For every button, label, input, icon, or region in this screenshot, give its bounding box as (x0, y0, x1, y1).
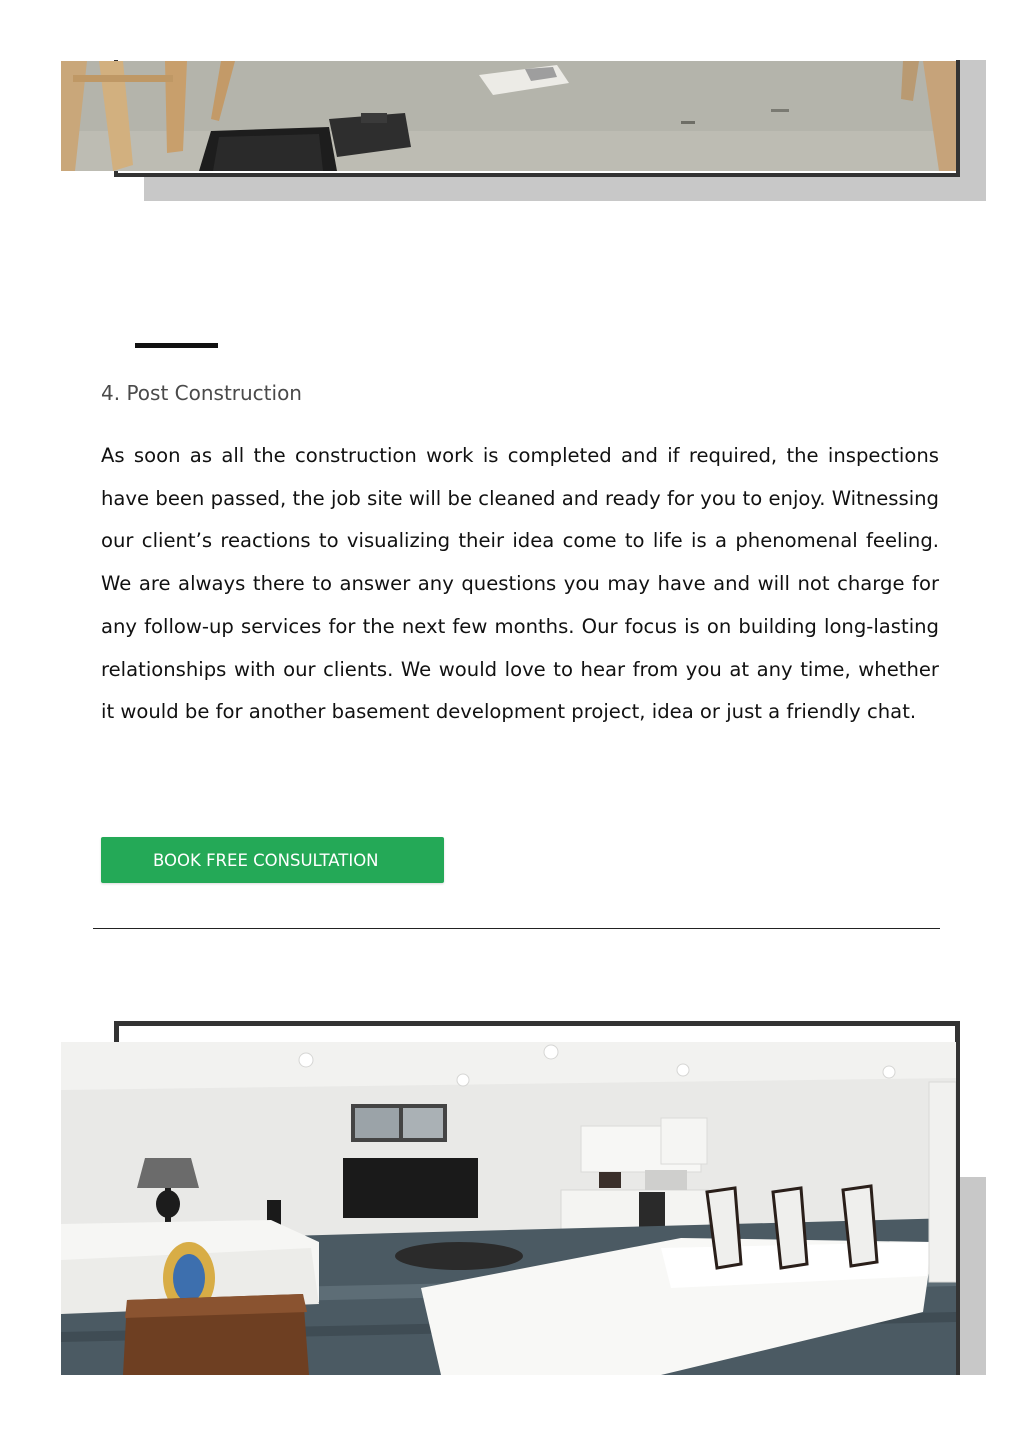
section-accent-bar (135, 343, 218, 348)
finished-basement-photo (61, 1042, 956, 1375)
construction-site-illustration (61, 61, 956, 171)
section-divider (93, 928, 940, 929)
step-description: As soon as all the construction work is completed and if required, the inspections have been passed, the job site will be cleaned and ready for you to enjoy. Witnessing our client’s reactions to visualizing their idea come to life is a phenomenal feeling. We are always there to answer any questions you may have and will not charge for any follow-up services for the next few months. Our focus is on building long-lasting relationships with our clients. We would love to hear from you at any time, whether it would be for another basement development project, idea or just a friendly chat. (101, 444, 939, 724)
construction-site-photo (61, 61, 956, 171)
finished-basement-illustration (61, 1042, 956, 1375)
step-heading: 4. Post Construction (101, 381, 302, 405)
book-free-consultation-button[interactable]: BOOK FREE CONSULTATION (101, 837, 444, 883)
